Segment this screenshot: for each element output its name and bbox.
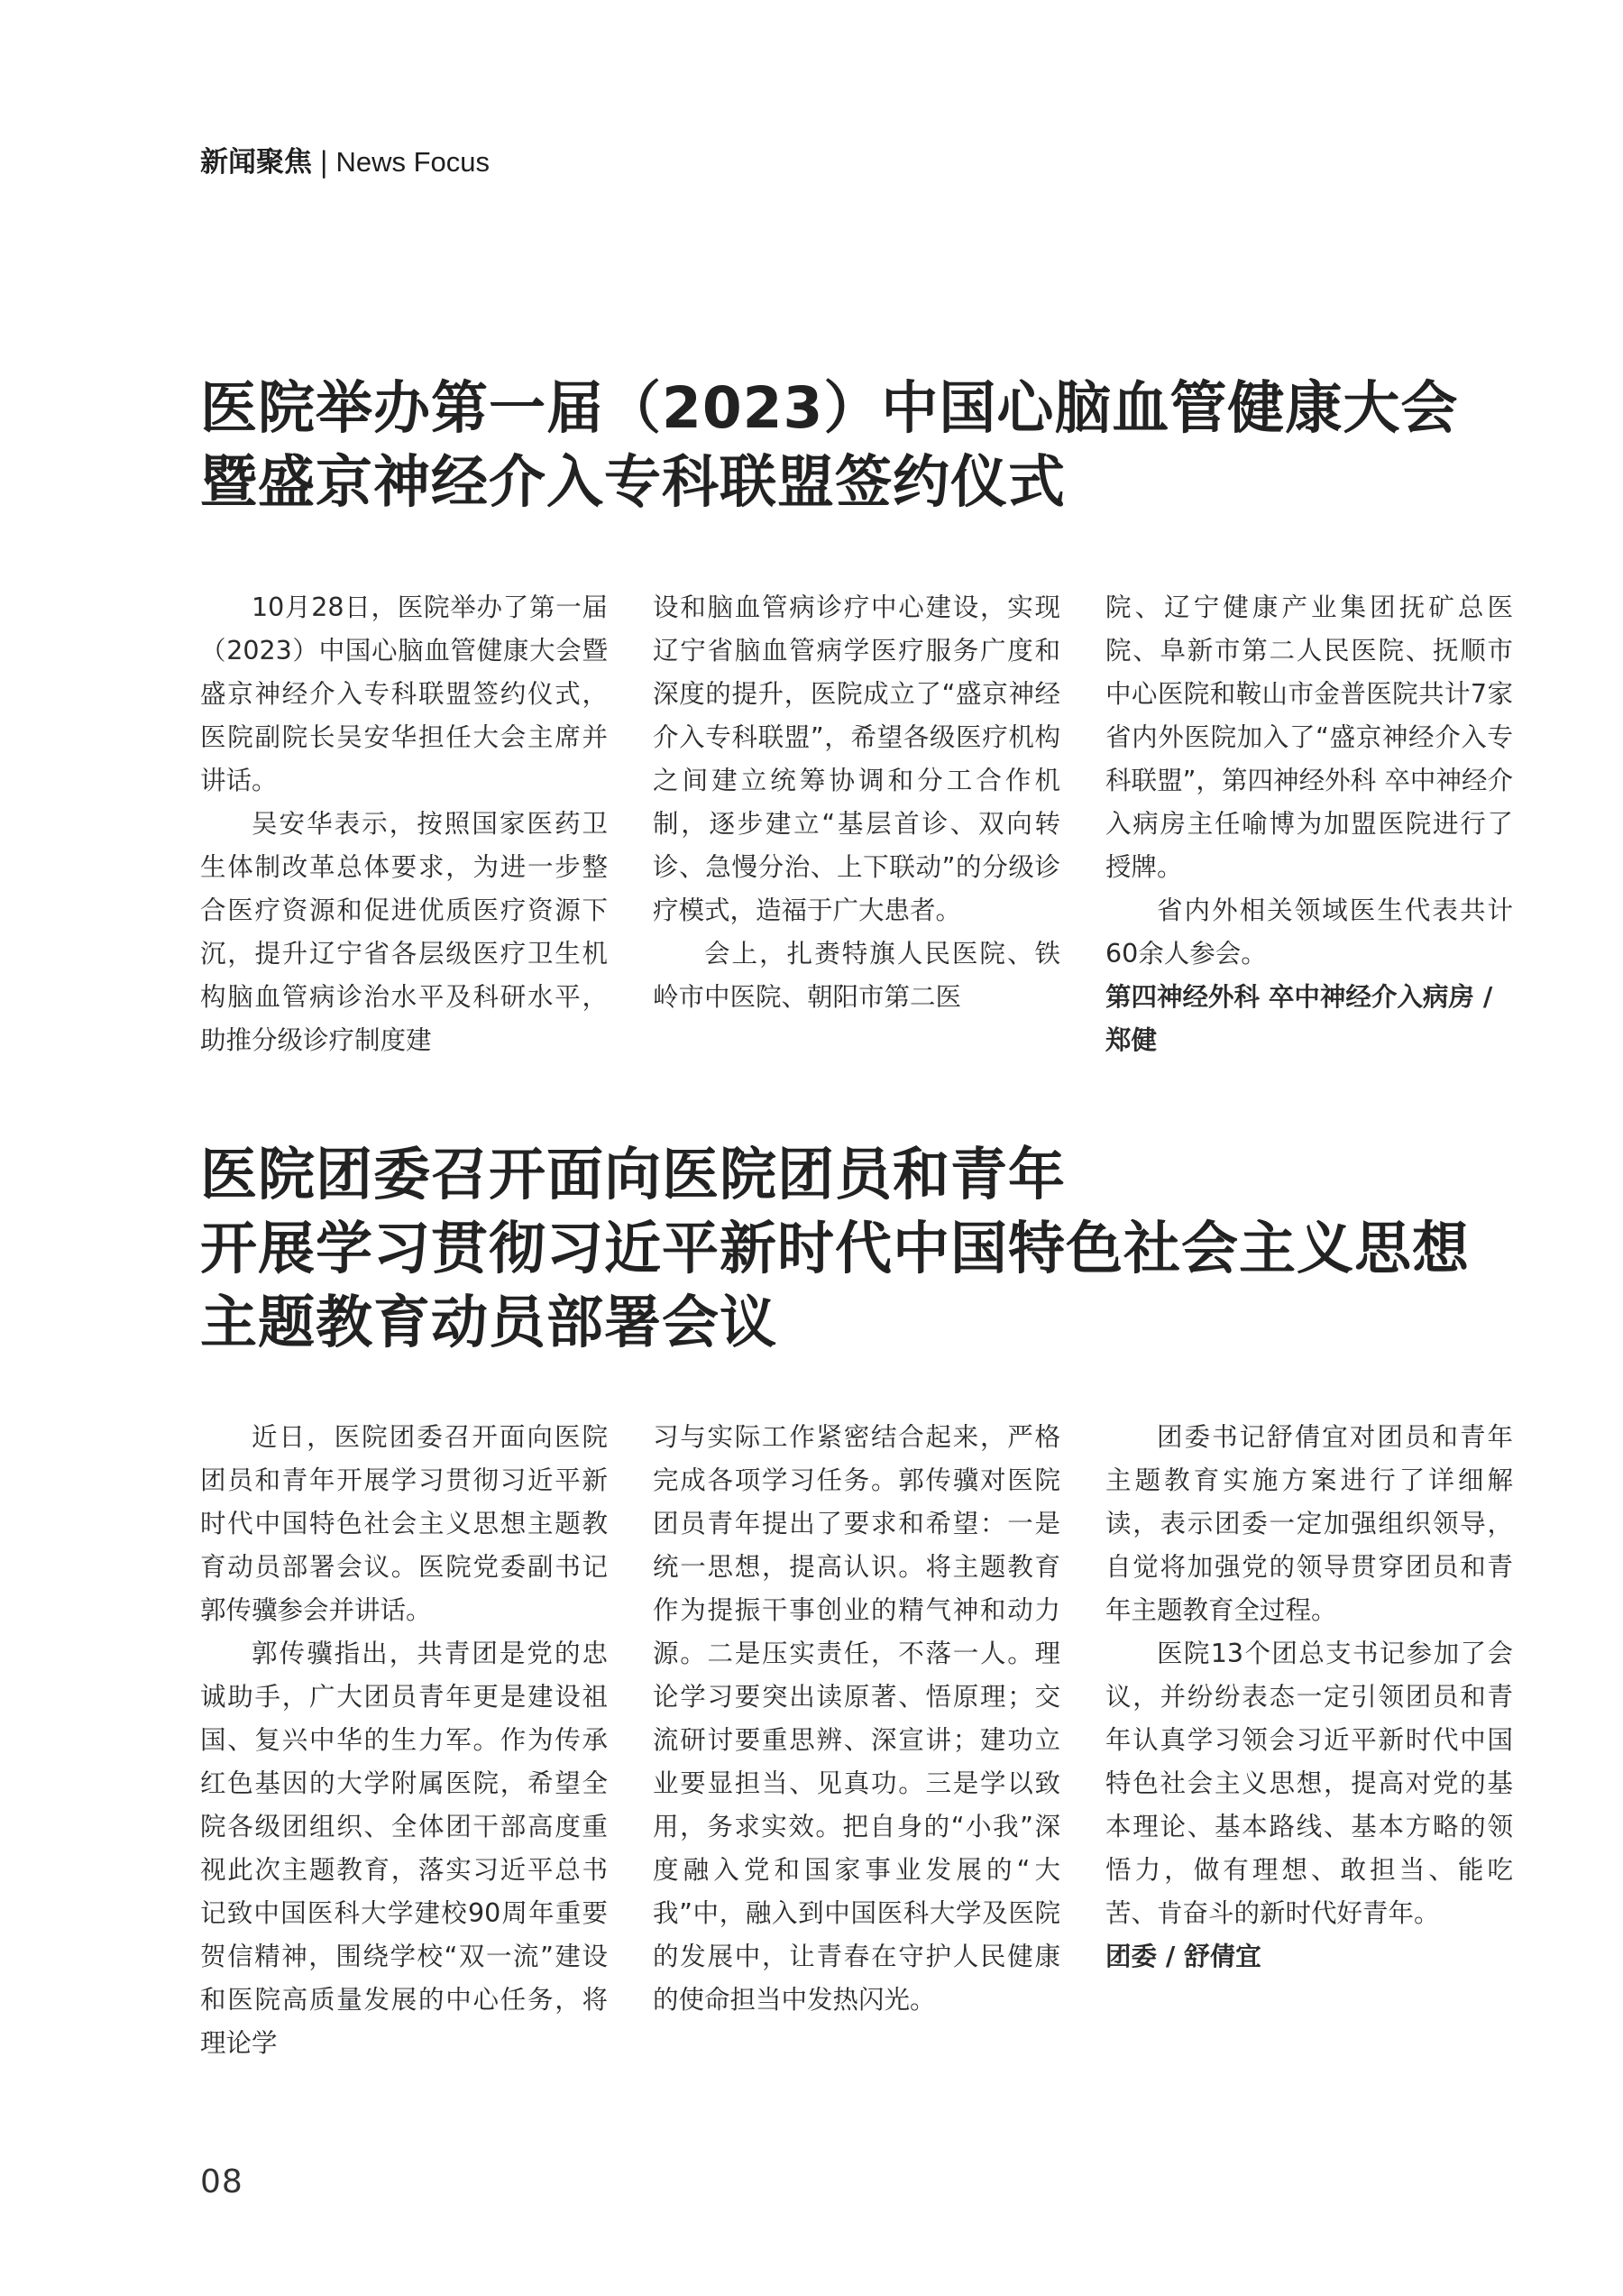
paragraph: 省内外相关领域医生代表共计60余人参会。 bbox=[1105, 895, 1513, 969]
article-2-column-2 bbox=[653, 1416, 1060, 2022]
paragraph: 设和脑血管病诊疗中心建设，实现辽宁省脑血管病学医疗服务广度和深度的提升，医院成立了“盛京神经介入专科联盟”，希望各级医疗机构之间建立统筹协调和分工合作机制，逐步建立“基层首诊、双向转诊、急慢分治、上下联动”的分级诊疗模式，造福于广大患者。 bbox=[653, 592, 1060, 925]
section-name-cn: 新闻聚焦 bbox=[200, 146, 312, 179]
paragraph: 医院13个团总支书记参加了会议，并纷纷表态一定引领团员和青年认真学习领会习近平新时代中国特色社会主义思想，提高对党的基本理论、基本路线、基本方略的领悟力，做有理想、敢担当、能吃苦、肯奋斗的新时代好青年。 bbox=[1105, 1639, 1513, 1928]
paragraph: 会上，扎赉特旗人民医院、铁岭市中医院、朝阳市第二医 bbox=[653, 939, 1060, 1012]
byline-line: 郑健 bbox=[1105, 1025, 1158, 1055]
paragraph: 习与实际工作紧密结合起来，严格完成各项学习任务。郭传骥对医院团员青年提出了要求和希望：一是统一思想，提高认识。将主题教育作为提振干事创业的精气神和动力源。二是压实责任，不落一人。理论学习要突出读原著、悟原理；交流研讨要重思辨、深宣讲；建功立业要显担当、见真功。三是学以致用，务求实效。把自身的“小我”深度融入党和国家事业发展的“大我”中，融入到中国医科大学及医院的发展中，让青春在守护人民健康的使命担当中发热闪光。 bbox=[653, 1422, 1060, 2015]
section-name-en: News Focus bbox=[335, 146, 490, 178]
byline-line: 第四神经外科 卒中神经介入病房 / bbox=[1105, 982, 1493, 1012]
article-2-byline bbox=[1105, 1935, 1513, 1979]
article-1-column-2 bbox=[653, 586, 1060, 1019]
page-number: 08 bbox=[200, 2163, 243, 2200]
paragraph: 10月28日，医院举办了第一届（2023）中国心脑血管健康大会暨盛京神经介入专科联盟签约仪式，医院副院长吴安华担任大会主席并讲话。 bbox=[200, 592, 609, 795]
article-2-column-3 bbox=[1105, 1416, 1513, 1979]
article-1-title bbox=[200, 372, 1458, 519]
paragraph: 院、辽宁健康产业集团抚矿总医院、阜新市第二人民医院、抚顺市中心医院和鞍山市金普医院共计7家省内外医院加入了“盛京神经介入专科联盟”，第四神经外科 卒中神经介入病房主任喻博为加盟医院进行了授牌。 bbox=[1105, 592, 1513, 882]
article-1-column-1 bbox=[200, 586, 608, 1062]
article-2-title bbox=[200, 1138, 1470, 1360]
byline-line: 团委 / 舒倩宜 bbox=[1105, 1942, 1261, 1971]
article-1-title-line: 医院举办第一届（2023）中国心脑血管健康大会 bbox=[200, 375, 1459, 441]
paragraph: 团委书记舒倩宜对团员和青年主题教育实施方案进行了详细解读，表示团委一定加强组织领导，自觉将加强党的领导贯穿团员和青年主题教育全过程。 bbox=[1105, 1422, 1513, 1625]
section-header bbox=[200, 144, 490, 180]
article-2-column-1 bbox=[200, 1416, 608, 2065]
paragraph: 近日，医院团委召开面向医院团员和青年开展学习贯彻习近平新时代中国特色社会主义思想主题教育动员部署会议。医院党委副书记郭传骥参会并讲话。 bbox=[200, 1422, 608, 1625]
paragraph: 郭传骥指出，共青团是党的忠诚助手，广大团员青年更是建设祖国、复兴中华的生力军。作为传承红色基因的大学附属医院，希望全院各级团组织、全体团干部高度重视此次主题教育，落实习近平总书记致中国医科大学建校90周年重要贺信精神，围绕学校“双一流”建设和医院高质量发展的中心任务，将理论学 bbox=[200, 1639, 608, 2058]
article-1-column-3 bbox=[1105, 586, 1513, 1062]
article-2-title-line: 医院团委召开面向医院团员和青年 bbox=[200, 1142, 1066, 1208]
section-separator: | bbox=[319, 146, 329, 179]
article-2-title-line: 开展学习贯彻习近平新时代中国特色社会主义思想 bbox=[200, 1216, 1470, 1281]
article-1-byline bbox=[1105, 976, 1513, 1062]
article-1-title-line: 暨盛京神经介入专科联盟签约仪式 bbox=[200, 449, 1066, 515]
article-2-title-line: 主题教育动员部署会议 bbox=[200, 1290, 777, 1355]
paragraph: 吴安华表示，按照国家医药卫生体制改革总体要求，为进一步整合医疗资源和促进优质医疗资源下沉，提升辽宁省各层级医疗卫生机构脑血管病诊治水平及科研水平，助推分级诊疗制度建 bbox=[200, 809, 608, 1055]
